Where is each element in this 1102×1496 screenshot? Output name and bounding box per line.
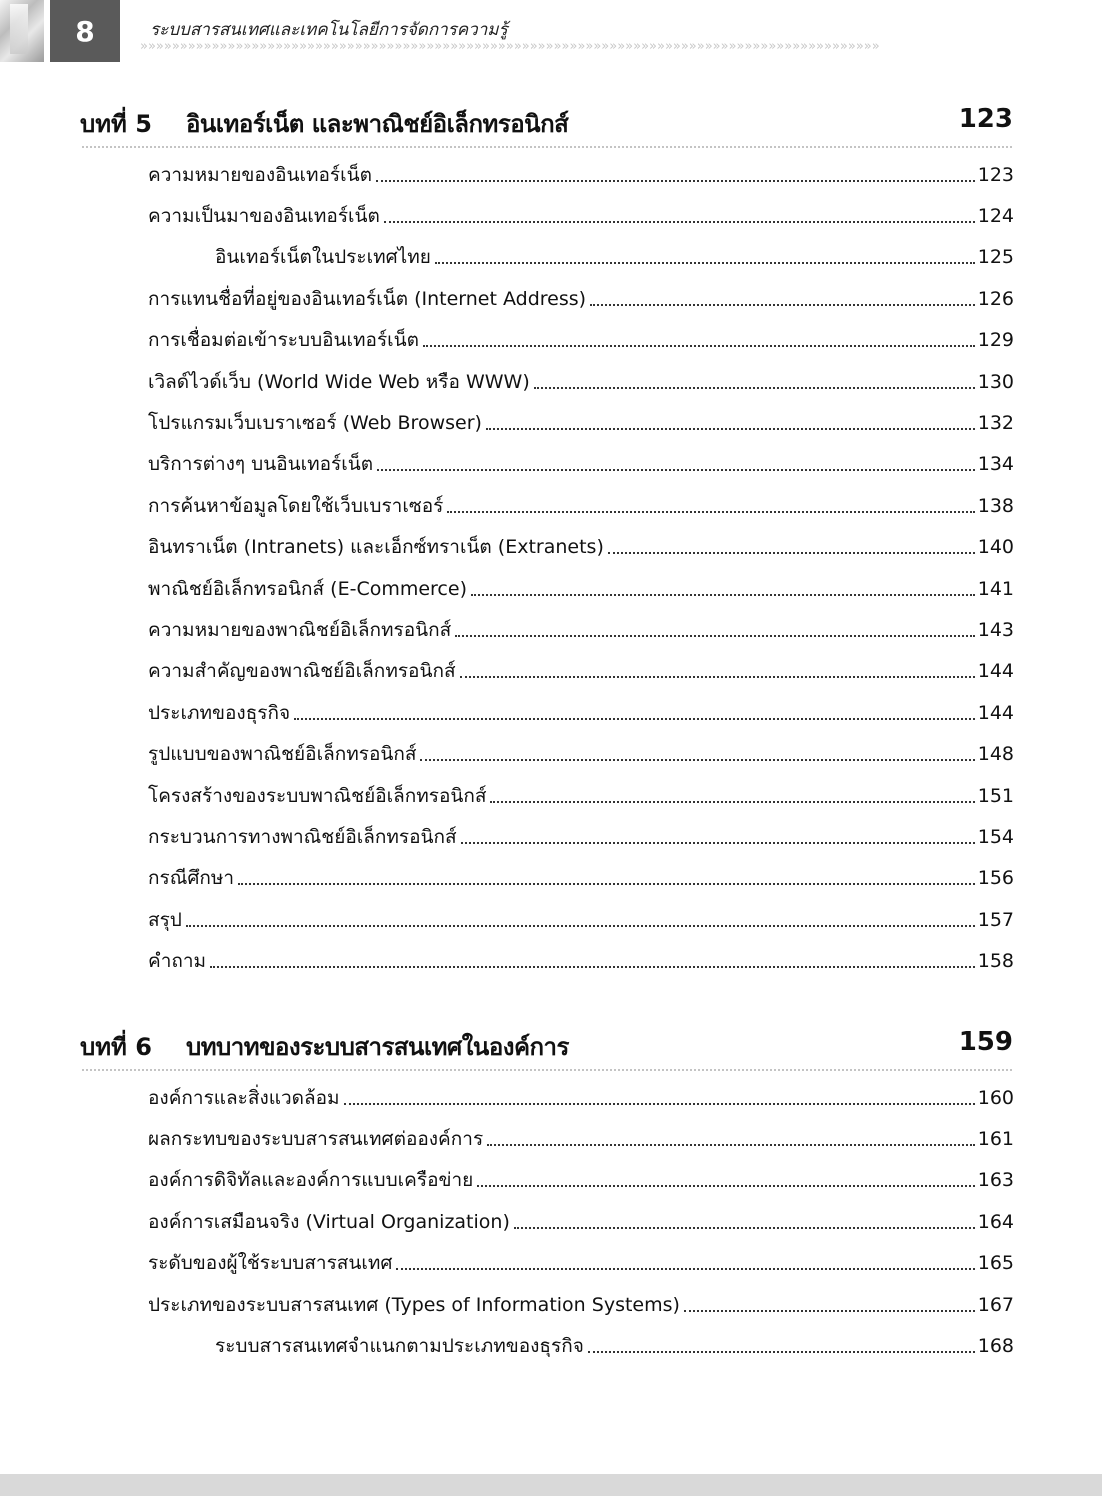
toc-entry[interactable] [148,609,1014,650]
entry-title: ผลกระทบของระบบสารสนเทศต่อองค์การ [148,1124,487,1154]
entry-title: ความเป็นมาของอินเทอร์เน็ต [148,201,384,231]
entry-page: 144 [975,702,1014,724]
entry-title: โครงสร้างของระบบพาณิชย์อิเล็กทรอนิกส์ [148,781,490,811]
toc-entry[interactable] [148,278,1014,319]
dot-leader [435,262,975,264]
toc-entry[interactable] [148,568,1014,609]
dot-leader [461,842,975,844]
dot-leader [590,304,975,306]
entry-title: องค์การเสมือนจริง (Virtual Organization) [148,1207,514,1237]
entry-page: 132 [975,412,1014,434]
chapter-page: 159 [958,1027,1013,1057]
toc-entry[interactable] [148,899,1014,940]
entry-page: 141 [975,578,1014,600]
entry-title: ความหมายของพาณิชย์อิเล็กทรอนิกส์ [148,615,455,645]
entry-page: 160 [975,1087,1014,1109]
dot-leader [377,469,975,471]
dot-leader [420,759,974,761]
chevron-decoration: »»»»»»»»»»»»»»»»»»»»»»»»»»»»»»»»»»»»»»»»»»»»»»»»»»»»»»»»»»»»»»»»»»»»»»»»»»»»»»»»»»»»»»»»»»»»» [140,40,880,54]
entry-page: 130 [975,371,1014,393]
dot-leader [487,1144,975,1146]
toc-entry[interactable] [148,775,1014,816]
toc-subentry[interactable] [215,237,1014,278]
toc-entry[interactable] [148,1284,1014,1325]
entry-title: อินทราเน็ต (Intranets) และเอ็กซ์ทราเน็ต (Extranets) [148,532,608,562]
dot-leader [294,718,975,720]
entry-page: 151 [975,785,1014,807]
dot-leader [477,1185,974,1187]
toc-entry[interactable] [148,1118,1014,1159]
dot-leader [238,883,975,885]
toc-entry[interactable] [148,485,1014,526]
toc-entry[interactable] [148,692,1014,733]
entry-title: บริการต่างๆ บนอินเทอร์เน็ต [148,449,377,479]
toc-entry[interactable] [148,1077,1014,1118]
chapter-label: บทที่ 5 [80,110,152,138]
toc-entry[interactable] [148,733,1014,774]
entry-page: 125 [975,246,1014,268]
entry-page: 156 [975,867,1014,889]
dot-leader [447,511,974,513]
toc-entry[interactable] [148,940,1014,981]
chapter-5 [0,104,1102,982]
chapter-heading [80,1027,1015,1067]
chapter-title: บทบาทของระบบสารสนเทศในองค์การ [186,1033,569,1061]
entry-title: เวิลด์ไวด์เว็บ (World Wide Web หรือ WWW) [148,367,534,397]
running-title: ระบบสารสนเทศและเทคโนโลยีการจัดการความรู้ [150,20,508,40]
entry-page: 138 [975,495,1014,517]
dot-leader [423,345,975,347]
entry-page: 168 [975,1335,1014,1357]
entry-page: 134 [975,453,1014,475]
entry-page: 158 [975,950,1014,972]
entry-title: การแทนชื่อที่อยู่ของอินเทอร์เน็ต (Internet Address) [148,284,590,314]
chapter-6 [0,1027,1102,1367]
entry-title: พาณิชย์อิเล็กทรอนิกส์ (E-Commerce) [148,574,471,604]
entry-title: ระดับของผู้ใช้ระบบสารสนเทศ [148,1248,396,1278]
toc-entry[interactable] [148,1243,1014,1284]
entry-page: 123 [975,164,1014,186]
entry-title: ความหมายของอินเทอร์เน็ต [148,160,376,190]
entry-title: การเชื่อมต่อเข้าระบบอินเทอร์เน็ต [148,325,423,355]
toc-subentry[interactable] [215,1325,1014,1366]
dot-leader [344,1103,975,1105]
entry-title: โปรแกรมเว็บเบราเซอร์ (Web Browser) [148,408,486,438]
heading-divider [82,1069,1012,1071]
entry-title: รูปแบบของพาณิชย์อิเล็กทรอนิกส์ [148,739,420,769]
chapter-page: 123 [958,104,1013,134]
chapter-heading [80,104,1015,144]
toc-entry[interactable] [148,651,1014,692]
toc-entry[interactable] [148,402,1014,443]
entry-title: องค์การดิจิทัลและองค์การแบบเครือข่าย [148,1165,477,1195]
toc-entry[interactable] [148,154,1014,195]
dot-leader [186,925,975,927]
entry-page: 140 [975,536,1014,558]
entry-page: 148 [975,743,1014,765]
entry-title: คำถาม [148,946,210,976]
entry-page: 163 [975,1169,1014,1191]
dot-leader [455,635,975,637]
entry-page: 157 [975,909,1014,931]
entry-title: ประเภทของระบบสารสนเทศ (Types of Information Systems) [148,1290,684,1320]
entry-title: ความสำคัญของพาณิชย์อิเล็กทรอนิกส์ [148,656,460,686]
entry-page: 164 [975,1211,1014,1233]
entry-title: อินเทอร์เน็ตในประเทศไทย [215,242,435,272]
entry-title: องค์การและสิ่งแวดล้อม [148,1083,344,1113]
entry-title: ประเภทของธุรกิจ [148,698,294,728]
page-number: 8 [50,0,120,62]
toc-entry[interactable] [148,195,1014,236]
entry-page: 143 [975,619,1014,641]
toc-list [0,154,1102,982]
entry-page: 124 [975,205,1014,227]
dot-leader [534,387,975,389]
toc-entry[interactable] [148,444,1014,485]
dot-leader [384,221,975,223]
toc-entry[interactable] [148,527,1014,568]
dot-leader [490,801,974,803]
toc-entry[interactable] [148,361,1014,402]
toc-entry[interactable] [148,816,1014,857]
dot-leader [471,594,975,596]
dot-leader [376,180,975,182]
dot-leader [588,1351,975,1353]
toc-entry[interactable] [148,858,1014,899]
entry-page: 167 [975,1294,1014,1316]
dot-leader [210,966,975,968]
dot-leader [608,552,975,554]
toc-list [0,1077,1102,1367]
entry-title: กรณีศึกษา [148,863,238,893]
entry-page: 126 [975,288,1014,310]
entry-page: 129 [975,329,1014,351]
entry-title: กระบวนการทางพาณิชย์อิเล็กทรอนิกส์ [148,822,461,852]
heading-divider [82,146,1012,148]
entry-page: 154 [975,826,1014,848]
entry-page: 161 [975,1128,1014,1150]
entry-page: 165 [975,1252,1014,1274]
corner-decoration [0,0,44,62]
dot-leader [514,1227,975,1229]
entry-title: สรุป [148,905,186,935]
dot-leader [684,1310,975,1312]
chapter-title: อินเทอร์เน็ต และพาณิชย์อิเล็กทรอนิกส์ [186,110,569,138]
entry-title: ระบบสารสนเทศจำแนกตามประเภทของธุรกิจ [215,1331,588,1361]
entry-title: การค้นหาข้อมูลโดยใช้เว็บเบราเซอร์ [148,491,447,521]
entry-page: 144 [975,660,1014,682]
toc-entry[interactable] [148,1201,1014,1242]
dot-leader [460,676,975,678]
toc-entry[interactable] [148,320,1014,361]
toc-entry[interactable] [148,1160,1014,1201]
dot-leader [396,1268,974,1270]
dot-leader [486,428,975,430]
chapter-label: บทที่ 6 [80,1033,152,1061]
footer-band [0,1474,1102,1496]
